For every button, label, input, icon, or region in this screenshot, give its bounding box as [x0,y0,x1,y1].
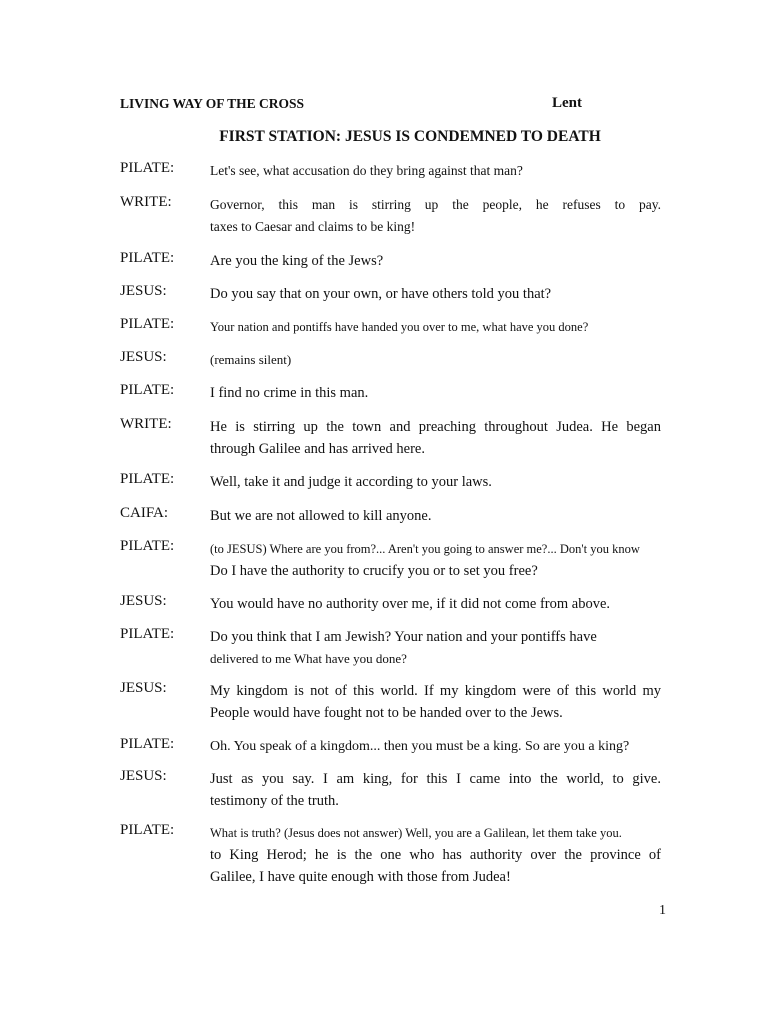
speaker-name: CAIFA: [120,505,169,521]
speech-line: Governor, this man is stirring up the people, he refuses to pay. [210,197,661,212]
speech-text [210,822,661,888]
speaker-name: PILATE: [120,538,175,554]
speech-text [210,768,661,812]
speech-line: delivered to me What have you done? [210,651,407,666]
speech-text: You would have no authority over me, if it did not come from above. [210,596,611,612]
station-heading: FIRST STATION: JESUS IS CONDEMNED TO DEATH [219,128,601,145]
speech-line: (remains silent) [210,352,292,367]
speech-line: Galilee, I have quite enough with those from Judea! [210,869,511,885]
speaker-name: PILATE: [120,250,175,266]
speech-text [210,194,661,238]
speech-text [210,416,661,460]
speaker-name: WRITE: [120,416,172,432]
speaker-name: JESUS: [120,283,167,299]
speaker-name: PILATE: [120,736,175,752]
speaker-name: PILATE: [120,626,175,642]
speech-line: taxes to Caesar and claims to be king! [210,219,416,234]
speech-line: What is truth? (Jesus does not answer) Well, you are a Galilean, let them take you. [210,826,622,840]
speech-text [210,538,661,582]
speech-text: Do you say that on your own, or have others told you that? [210,286,552,302]
speaker-name: JESUS: [120,680,167,696]
speech-text: Are you the king of the Jews? [210,253,384,269]
speech-line: People would have fought not to be handed over to the Jews. [210,705,563,721]
season-label: Lent [552,95,582,111]
speech-line: Do I have the authority to crucify you or to set you free? [210,563,538,579]
speech-text: Well, take it and judge it according to your laws. [210,474,492,490]
speech-text: Let's see, what accusation do they bring against that man? [210,163,523,178]
speech-line: testimony of the truth. [210,793,339,809]
speaker-name: PILATE: [120,471,175,487]
speech-line: Do you think that I am Jewish? Your nation and your pontiffs have [210,629,597,645]
speech-text [210,316,661,338]
document-title: LIVING WAY OF THE CROSS [120,96,305,111]
speaker-name: PILATE: [120,382,175,398]
speaker-name: WRITE: [120,194,172,210]
speech-line: (to JESUS) Where are you from?... Aren't you going to answer me?... Don't you know [210,542,640,556]
speech-line: My kingdom is not of this world. If my kingdom were of this world my [210,683,661,699]
speech-line: He is stirring up the town and preaching throughout Judea. He began [210,419,661,435]
speaker-name: JESUS: [120,768,167,784]
page-number: 1 [659,903,666,918]
speech-text [210,680,661,724]
speech-line: Your nation and pontiffs have handed you over to me, what have you done? [210,320,589,334]
speech-line: to King Herod; he is the one who has authority over the province of [210,847,661,863]
speaker-name: PILATE: [120,316,175,332]
speech-text [210,349,661,371]
speech-text [210,626,661,670]
speaker-name: JESUS: [120,349,167,365]
speech-line: Just as you say. I am king, for this I came into the world, to give. [210,771,661,787]
speaker-name: PILATE: [120,160,175,176]
speech-text: I find no crime in this man. [210,385,369,401]
speaker-name: JESUS: [120,593,167,609]
speaker-name: PILATE: [120,822,175,838]
speech-line: through Galilee and has arrived here. [210,441,425,457]
speech-text: But we are not allowed to kill anyone. [210,508,432,524]
speech-text: Oh. You speak of a kingdom... then you must be a king. So are you a king? [210,739,630,754]
